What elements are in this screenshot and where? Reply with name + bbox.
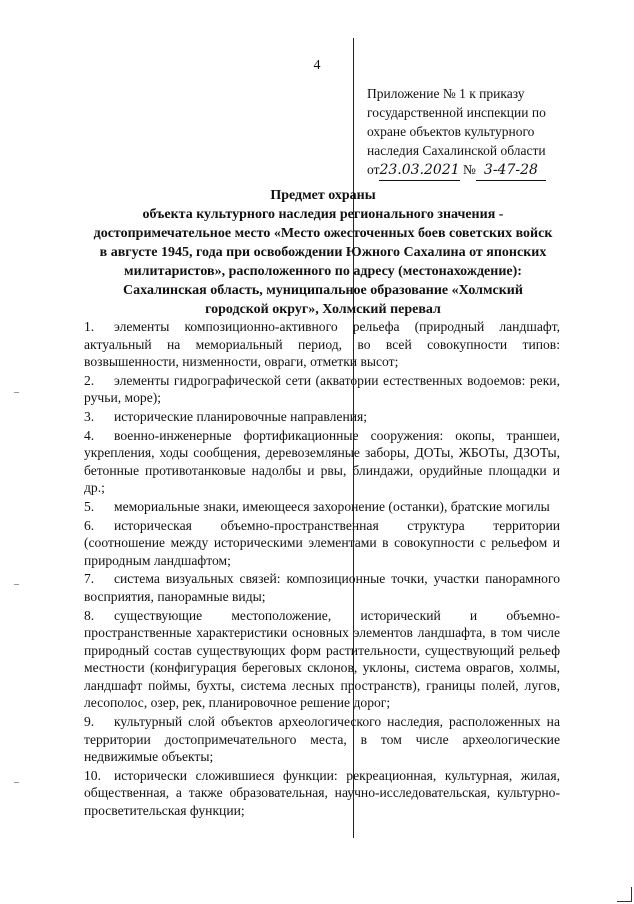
item-text: мемориальные знаки, имеющееся захоронение (останки), братские могилы [114,498,550,514]
item-number: 10. [84,767,101,783]
title-line: Предмет охраны [270,188,376,203]
handwritten-number: 3-47-28 [476,161,546,181]
list-item [84,767,560,820]
margin-tick-mark [14,584,19,585]
appendix-line: наследия Сахалинской области [367,143,546,158]
from-label: от [367,162,380,177]
item-number: 8. [84,607,95,623]
title-line: объекта культурного наследия регионального значения - [142,207,504,222]
protection-items-list [84,318,560,821]
item-text: культурный слой объектов археологического наследия, расположенных на территории достопримечательного места, в том числе археологические недвижимые объекты; [84,714,560,765]
item-number: 2. [84,372,95,388]
item-number: 9. [84,714,95,730]
list-item [84,372,560,407]
item-text: система визуальных связей: композиционные точки, участки панорамного восприятия, панорамные виды; [84,571,560,604]
item-number: 4. [84,427,95,443]
appendix-date-number-line [367,160,559,181]
appendix-line: государственной инспекции по [367,105,546,120]
list-item [84,427,560,497]
item-text: военно-инженерные фортификационные сооружения: окопы, траншеи, укрепления, ходы сообщения, деревоземляные заборы, ДОТы, ЖБОТы, ДЗОТы, бетонные противотанковые надолбы и рвы, блиндажи, орудийные площадки и др.; [84,427,560,496]
list-item [84,408,560,426]
appendix-line: Приложение № 1 к приказу [367,86,525,101]
item-number: 5. [84,498,95,514]
handwritten-date: 23.03.2021 [379,161,459,181]
title-line: городской округ», Холмский перевал [205,302,441,317]
page-number: 4 [313,58,321,73]
item-text: существующие местоположение, исторический и объемно-пространственные характеристики основных элементов ландшафта, в том числе природный состав существующих форм растительности, существующий рельеф местности (конфигурация береговых склонов, уклоны, система оврагов, холмы, ландшафт поймы, бухты, система лесных пространств), границы полей, лугов, лесополос, озер, рек, планировочное решение дорог; [84,607,560,711]
title-line: достопримечательное место «Место ожесточенных боев советских войск [93,226,553,241]
item-text: исторически сложившиеся функции: рекреационная, культурная, жилая, общественная, а также образовательная, научно-исследовательская, культурно-просветительская функции; [84,767,560,819]
list-item [84,713,560,766]
appendix-line: охране объектов культурного [367,124,535,139]
item-text: историческая объемно-пространственная структура территории (соотношение между историческими элементами в совокупности с рельефом и природным ландшафтом; [84,517,560,568]
scan-corner-mark [617,887,632,902]
item-number: 1. [84,319,95,334]
item-number: 6. [84,517,95,533]
item-number: 7. [84,571,95,587]
number-label: № [463,162,476,177]
item-number: 3. [84,408,95,424]
list-item [84,318,560,371]
title-line: в августе 1945, года при освобождении Южного Сахалина от японских [99,245,547,260]
list-item [84,570,560,605]
list-item [84,607,560,713]
margin-tick-mark [14,782,19,783]
list-item [84,498,560,516]
appendix-note [367,84,559,181]
item-text: элементы композиционно-активного рельефа (природный ландшафт, актуальный на мемориальный период, во всей совокупности типов: возвышенности, низменности, овраги, отметки высот; [84,319,560,370]
title-line: Сахалинская область, муниципальное образование «Холмский [123,283,523,298]
title-line: милитаристов», расположенного по адресу (местонахождение): [124,264,522,279]
list-item [84,517,560,570]
margin-tick-mark [14,392,19,393]
document-title [78,186,568,319]
item-text: исторические планировочные направления; [114,408,368,424]
item-text: элементы гидрографической сети (акватории естественных водоемов: реки, ручьи, море); [84,372,560,406]
